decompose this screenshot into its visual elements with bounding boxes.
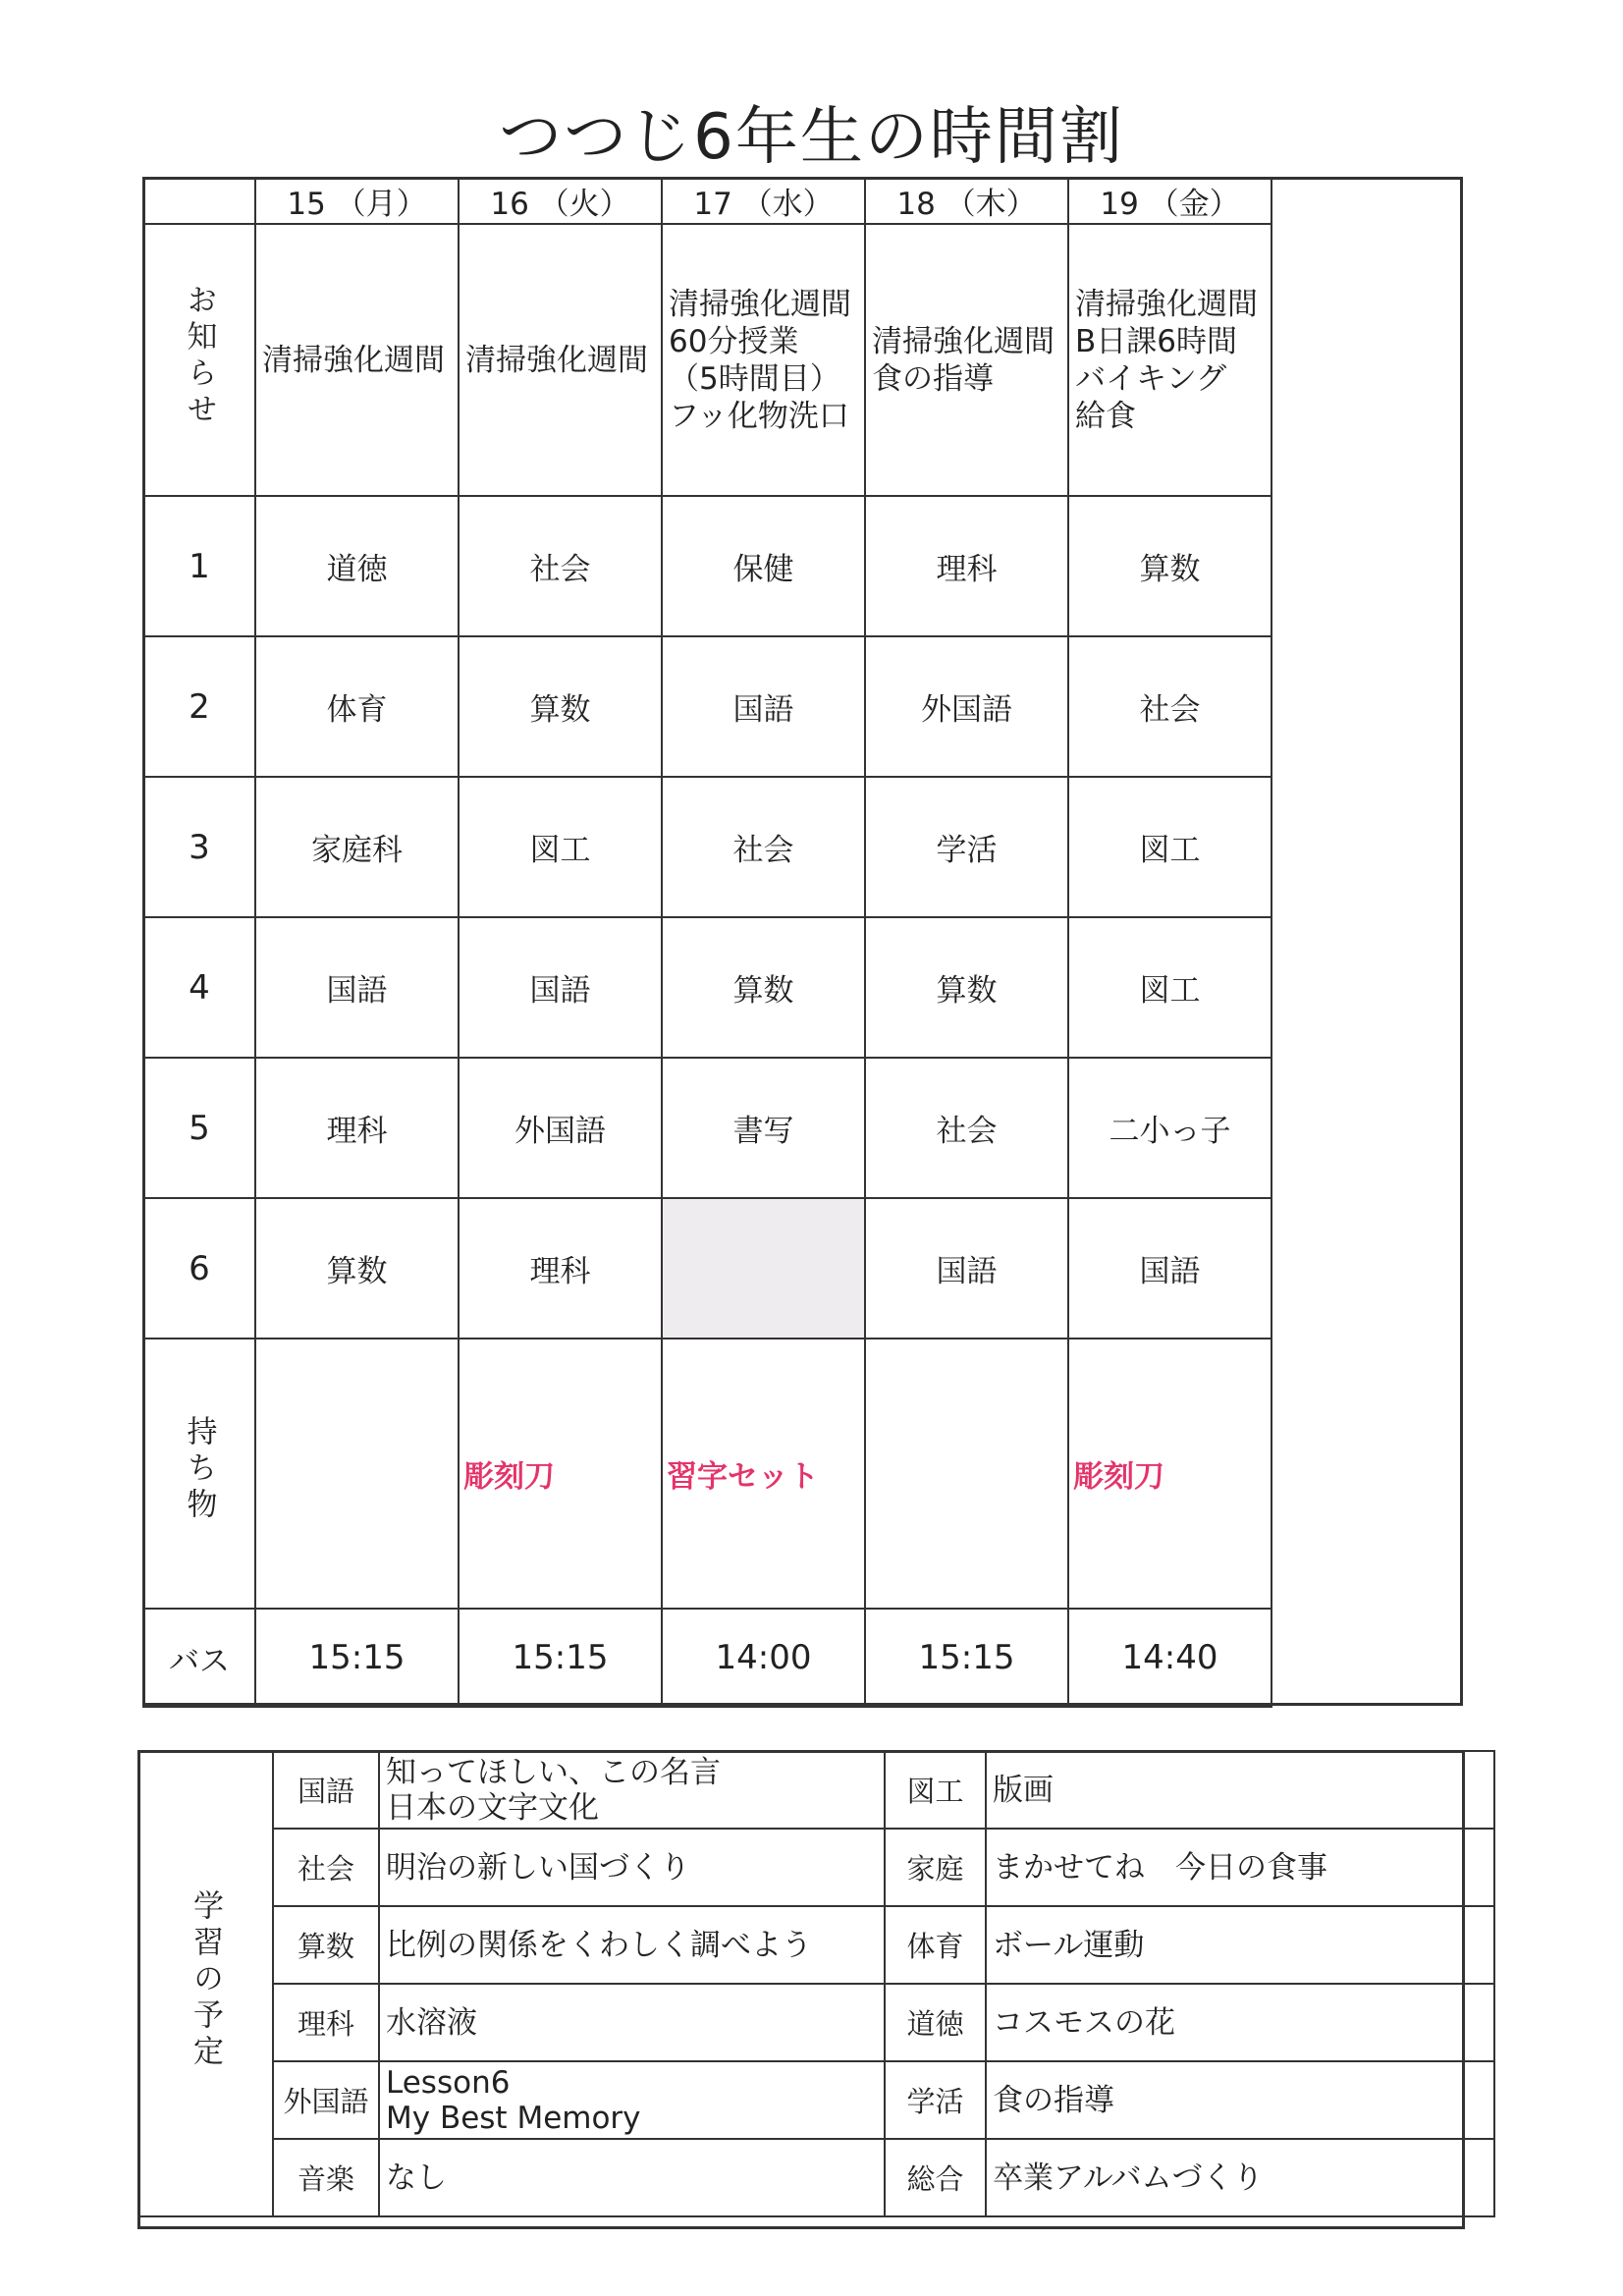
plan-content: ボール運動: [986, 1906, 1494, 1984]
notice-line: 清掃強化週間: [465, 342, 648, 378]
notice-cell: [865, 224, 1068, 496]
plan-subject: 道徳: [885, 1984, 986, 2061]
bus-time: 15:15: [865, 1609, 1068, 1707]
class-cell: 外国語: [459, 1058, 662, 1198]
bus-time: 15:15: [255, 1609, 459, 1707]
period-number: 1: [143, 496, 255, 636]
notice-cell: [1068, 224, 1271, 496]
notice-line: 給食: [1075, 398, 1136, 434]
plan-subject: 国語: [273, 1751, 379, 1829]
plan-content: 水溶液: [379, 1984, 885, 2061]
notice-line: 清掃強化週間: [1075, 286, 1258, 322]
plan-subject: 家庭: [885, 1829, 986, 1906]
period-number: 6: [143, 1198, 255, 1339]
class-cell: 算数: [1068, 496, 1271, 636]
plan-label: 学習の予定: [188, 1888, 223, 2071]
period-number: 5: [143, 1058, 255, 1198]
plan-line: 知ってほしい、この名言: [386, 1754, 721, 1790]
belongings-cell: 彫刻刀: [459, 1339, 662, 1609]
study-plan-table: [137, 1750, 1495, 2217]
day-header: 17 （水）: [662, 178, 865, 224]
belongings-cell: 彫刻刀: [1068, 1339, 1271, 1609]
plan-content: 版画: [986, 1751, 1494, 1829]
class-cell: 保健: [662, 496, 865, 636]
plan-line: My Best Memory: [386, 2100, 641, 2136]
class-cell-empty: [662, 1198, 865, 1339]
plan-content: なし: [379, 2139, 885, 2216]
belongings-label-cell: [143, 1339, 255, 1609]
plan-line: 日本の文字文化: [386, 1789, 599, 1826]
plan-subject: 算数: [273, 1906, 379, 1984]
class-cell: 社会: [662, 777, 865, 917]
timetable: [142, 177, 1272, 1708]
class-cell: 理科: [865, 496, 1068, 636]
belongings-cell: [865, 1339, 1068, 1609]
plan-subject: 体育: [885, 1906, 986, 1984]
class-cell: 道徳: [255, 496, 459, 636]
class-cell: 国語: [662, 636, 865, 777]
class-cell: 学活: [865, 777, 1068, 917]
class-cell: 外国語: [865, 636, 1068, 777]
class-cell: 家庭科: [255, 777, 459, 917]
bus-time: 14:40: [1068, 1609, 1271, 1707]
plan-label-cell: [138, 1751, 273, 2216]
day-header: 18 （木）: [865, 178, 1068, 224]
plan-content: コスモスの花: [986, 1984, 1494, 2061]
class-cell: 算数: [459, 636, 662, 777]
notice-line: 清掃強化週間: [262, 342, 445, 378]
class-cell: 理科: [255, 1058, 459, 1198]
plan-subject: 理科: [273, 1984, 379, 2061]
notice-line: B日課6時間: [1075, 323, 1237, 359]
notice-line: 清掃強化週間: [872, 323, 1055, 359]
plan-line: Lesson6: [386, 2064, 511, 2101]
class-cell: 社会: [865, 1058, 1068, 1198]
notice-line: 清掃強化週間: [669, 286, 851, 322]
plan-content: 食の指導: [986, 2061, 1494, 2139]
bus-time: 14:00: [662, 1609, 865, 1707]
day-header: 16 （火）: [459, 178, 662, 224]
notice-line: （5時間目）: [669, 360, 840, 397]
plan-content: まかせてね 今日の食事: [986, 1829, 1494, 1906]
class-cell: 国語: [255, 917, 459, 1058]
plan-subject: 総合: [885, 2139, 986, 2216]
day-header: 15 （月）: [255, 178, 459, 224]
class-cell: 社会: [459, 496, 662, 636]
plan-content: 卒業アルバムづくり: [986, 2139, 1494, 2216]
class-cell: 算数: [255, 1198, 459, 1339]
notice-cell: [662, 224, 865, 496]
class-cell: 書写: [662, 1058, 865, 1198]
bus-time: 15:15: [459, 1609, 662, 1707]
notice-cell: [255, 224, 459, 496]
class-cell: 算数: [865, 917, 1068, 1058]
plan-subject: 音楽: [273, 2139, 379, 2216]
notice-label: お知らせ: [181, 283, 217, 429]
class-cell: 理科: [459, 1198, 662, 1339]
class-cell: 図工: [1068, 777, 1271, 917]
plan-subject: 外国語: [273, 2061, 379, 2139]
class-cell: 図工: [459, 777, 662, 917]
period-number: 3: [143, 777, 255, 917]
belongings-label: 持ち物: [181, 1415, 217, 1524]
plan-subject: 学活: [885, 2061, 986, 2139]
notice-line: 食の指導: [872, 360, 994, 397]
notice-cell: [459, 224, 662, 496]
day-header: 19 （金）: [1068, 178, 1271, 224]
plan-content: [379, 2061, 885, 2139]
period-number: 4: [143, 917, 255, 1058]
class-cell: 国語: [459, 917, 662, 1058]
plan-content: 明治の新しい国づくり: [379, 1829, 885, 1906]
belongings-cell: 習字セット: [662, 1339, 865, 1609]
plan-content: [379, 1751, 885, 1829]
class-cell: 二小っ子: [1068, 1058, 1271, 1198]
notice-line: フッ化物洗口: [669, 398, 849, 434]
notice-line: 60分授業: [669, 323, 799, 359]
notice-line: バイキング: [1075, 360, 1227, 397]
class-cell: 社会: [1068, 636, 1271, 777]
plan-content: 比例の関係をくわしく調べよう: [379, 1906, 885, 1984]
corner-cell: [143, 178, 255, 224]
plan-subject: 図工: [885, 1751, 986, 1829]
class-cell: 体育: [255, 636, 459, 777]
class-cell: 国語: [865, 1198, 1068, 1339]
belongings-cell: [255, 1339, 459, 1609]
plan-subject: 社会: [273, 1829, 379, 1906]
class-cell: 国語: [1068, 1198, 1271, 1339]
period-number: 2: [143, 636, 255, 777]
page-title: つつじ6年生の時間割: [499, 101, 1124, 174]
bus-label: バス: [143, 1609, 255, 1707]
notice-label-cell: [143, 224, 255, 496]
class-cell: 算数: [662, 917, 865, 1058]
class-cell: 図工: [1068, 917, 1271, 1058]
